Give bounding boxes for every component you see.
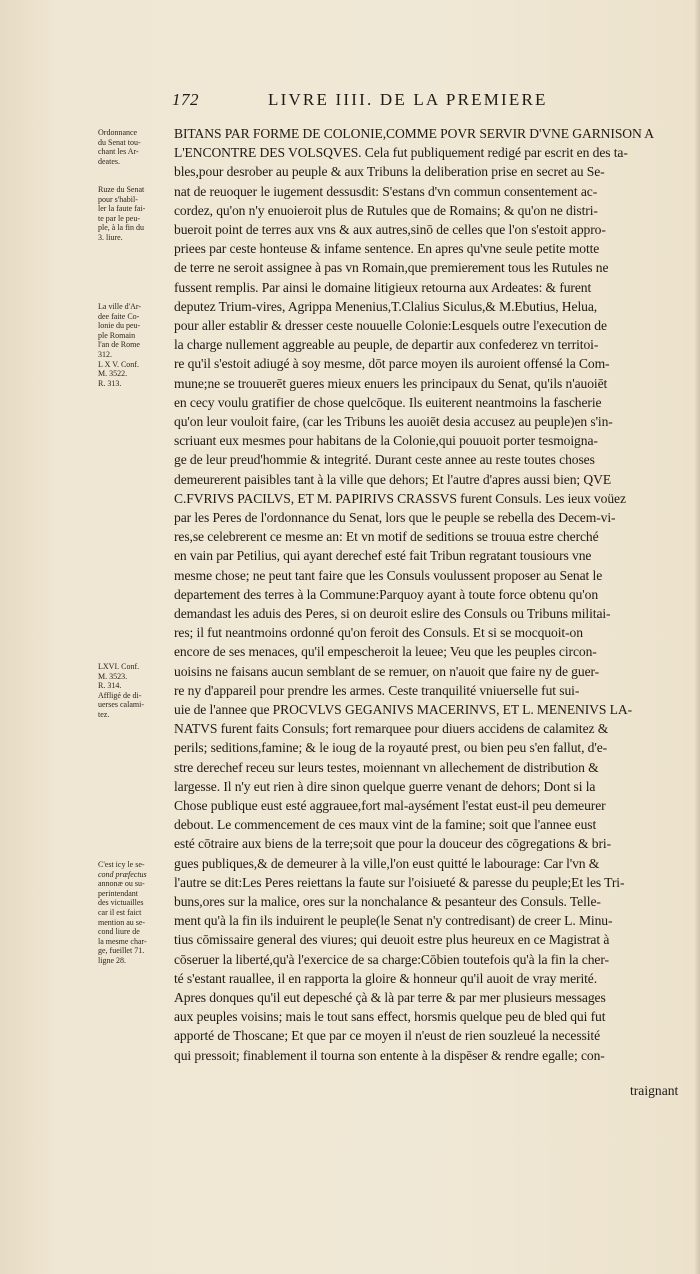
text-line: debout. Le commencement de ces maux vint de la famine; soit que l'annee eust <box>174 817 597 833</box>
text-line: en vain par Petilius, qui ayant derechef esté fait Tribun regratant tousiours vne <box>174 548 592 564</box>
main-text-block <box>174 124 682 1124</box>
margin-note-line: cond præfectus <box>98 869 147 879</box>
catchword: traignant <box>630 1083 679 1098</box>
text-line: L'ENCONTRE DES VOLSQVES. Cela fut publiquement redigé par escrit en des ta- <box>174 145 628 161</box>
margin-note-line: ple Romain <box>98 330 136 340</box>
text-line: mune;ne se trouuerēt gueres mieux enuers les principaux du Senat, qu'ils n'auoiēt <box>174 375 608 391</box>
text-line: C.FVRIVS PACILVS, ET M. PAPIRIVS CRASSVS furent Consuls. Les ieux voüez <box>174 490 626 506</box>
text-line: uoisins ne faisans aucun semblant de se remuer, on n'auoit que faire ny de guer- <box>174 663 600 679</box>
margin-note-line: L X V. Conf. <box>98 359 139 369</box>
page-edge-shadow <box>694 0 700 1274</box>
text-line: pour aller establir & dresser ceste nouuelle Colonie:Lesquels outre l'execution de <box>174 318 607 333</box>
text-line: BITANS PAR FORME DE COLONIE,COMME POVR SERVIR D'VNE GARNISON A <box>174 126 654 141</box>
text-line: aux peuples voisins; mais le tout sans effect, horsmis quelque peu de bled qui fut <box>174 1009 606 1025</box>
margin-note-line: La ville d'Ar- <box>98 302 142 311</box>
text-line: res,se celebrerent ce mesme an: Et vn motif de seditions se trouua estre cherché <box>174 529 599 545</box>
text-line: encore de ses menaces, qu'il empescheroit la leuee; Veu que les peuples circon- <box>174 644 597 660</box>
text-line: de terre ne seroit assignee à pas vn Romain,que premierement tous les Rutules ne <box>174 260 609 276</box>
margin-note-praefectus <box>98 860 172 966</box>
margin-note-line: la mesme char- <box>98 936 147 946</box>
margin-note-line: car il est faict <box>98 907 142 917</box>
text-line: priees par ceste honteuse & infame sentence. En apres qu'vne seule petite motte <box>174 241 600 257</box>
text-line: NATVS furent faits Consuls; fort remarquee pour diuers accidens de calamitez & <box>174 721 609 737</box>
text-line: Chose publique eust esté aggrauee,fort mal-aysément l'estat eust-il peu demeurer <box>174 798 606 813</box>
margin-note-line: ge, fueillet 71. <box>98 946 145 956</box>
running-head: LIVRE IIII. DE LA PREMIERE <box>268 90 548 109</box>
margin-note-line: cond liure de <box>98 927 140 937</box>
margin-note-line: Ordonnance <box>98 128 138 137</box>
margin-note-line: mention au se- <box>98 917 146 927</box>
margin-notes <box>98 128 172 1028</box>
margin-note-line: pour s'habil- <box>98 194 138 204</box>
text-line: esté cōtraire aux biens de la terre;soit que pour la douceur des cōgregations & bri- <box>174 836 612 852</box>
margin-note-line: chant les Ar- <box>98 147 139 157</box>
text-line: qui pressoit; finablement il tourna son entente à la dispēser & rendre egalle; con- <box>174 1047 605 1063</box>
text-line: bueroit point de terres aux vns & aux autres,sinō de celles que l'on s'estoit appro- <box>174 222 606 237</box>
margin-note-line: M. 3523. <box>98 671 128 681</box>
text-line: demeurerent paisibles tant à la ville que dehors; Et l'autre d'apres aussi bien; QVE <box>174 471 612 487</box>
margin-note-line: du Senat tou- <box>98 137 141 147</box>
margin-note-line: 3. liure. <box>98 232 123 242</box>
margin-note-line: tez. <box>98 709 110 719</box>
text-line: bles,pour desrober au peuple & aux Tribuns la deliberation prise en secret au Se- <box>174 164 605 180</box>
text-line: perils; seditions,famine; & le ioug de la royauté prest, ou bien peu s'en fallut, d'e- <box>174 740 608 756</box>
page-number: 172 <box>172 90 199 109</box>
margin-note-ardee <box>98 302 172 388</box>
text-line: cōseruer la liberté,qu'à l'exercice de sa charge:Cōbien toutefois qu'à la fin la cher- <box>174 951 609 967</box>
text-line: buns,ores sur la malice, ores sur la nonchalance & pesanteur des Consuls. Telle- <box>174 894 601 909</box>
text-line: tius cōmissaire general des viures; qui deuoit estre plus heureux en ce Magistrat à <box>174 932 610 948</box>
margin-note-line: M. 3522. <box>98 369 128 379</box>
margin-note-ordonnance <box>98 128 172 166</box>
margin-note-line: ler la faute fai- <box>98 204 146 214</box>
text-line: res; il fut neantmoins ordonné qu'on feroit des Consuls. Et si se mocquoit-on <box>174 625 583 641</box>
margin-note-line: perintendant <box>98 888 138 898</box>
margin-note-line: ligne 28. <box>98 955 126 965</box>
text-line: Apres donques qu'il eut depesché çà & là par terre & par mer plusieurs messages <box>174 990 606 1005</box>
text-line: par les Peres de l'ordonnance du Senat, lors que le peuple se rebella des Decem-vi- <box>174 510 616 525</box>
text-line: demandast les aduis des Peres, si on deuroit eslire des Consuls ou Tribuns militai- <box>174 606 611 621</box>
margin-note-line: ple, à la fin du <box>98 223 144 233</box>
margin-note-line: LXVI. Conf. <box>98 662 140 671</box>
text-line: en cecy voulu gratifier de chose quelcōque. Ils euiterent neantmoins la fascherie <box>174 394 602 410</box>
margin-note-line: dee faite Co- <box>98 311 140 321</box>
margin-note-line: 312. <box>98 349 112 359</box>
page-header <box>172 90 677 112</box>
margin-note-line: Affligé de di- <box>98 690 142 700</box>
text-line: re ny d'appareil pour prendre les armes. Ceste tranquilité vniuerselle fut sui- <box>174 682 580 698</box>
margin-note-line: uerses calami- <box>98 700 144 710</box>
margin-note-line: l'an de Rome <box>98 340 140 350</box>
text-line: l'autre se dit:Les Peres reiettans la faute sur l'oisiueté & paresse du peuple;Et les Tri- <box>174 874 625 890</box>
text-line: ment qu'à la fin ils induirent le peuple(le Senat n'y contredisant) de creer L. Minu- <box>174 913 613 929</box>
margin-note-line: deates. <box>98 156 120 166</box>
margin-note-line: R. 314. <box>98 681 122 691</box>
text-line: apporté de Thoscane; Et que par ce moyen il n'eust de rien souzleué la necessité <box>174 1028 601 1044</box>
margin-note-line: R. 313. <box>98 378 122 388</box>
margin-note-line: lonie du peu- <box>98 321 141 331</box>
text-line: deputez Trium-vires, Agrippa Menenius,T.Clalius Siculus,& M.Ebutius, Helua, <box>174 298 598 314</box>
margin-note-ruze <box>98 185 172 243</box>
text-line: gues publiques,& de demeurer à la ville,l'on eust quitté le labourage: Car l'vn & <box>174 855 600 871</box>
text-line: uie de l'annee que PROCVLVS GEGANIVS MACERINVS, ET L. MENENIVS LA- <box>174 702 633 717</box>
text-line: qu'on leur vouloit faire, (car les Tribuns les auoiēt desia accusez au peuple)en s'in- <box>174 414 613 429</box>
text-line: nat de reuoquer le iugement dessusdit: S'estans d'vn commun consentement ac- <box>174 183 598 199</box>
margin-note-line: C'est icy le se- <box>98 860 145 869</box>
text-line: stre derechef receu sur leurs testes, moiennant vn allechement de distribution & <box>174 759 599 775</box>
text-line: scriuant eux mesmes pour habitans de la Colonie,qui pouuoit porter tesmoigna- <box>174 433 598 449</box>
margin-note-line: te par le peu- <box>98 213 140 223</box>
margin-note-line: des victuailles <box>98 898 144 908</box>
text-line: la charge nullement aggreable au peuple, de departir aux confederez vn territoi- <box>174 337 599 353</box>
text-line: largesse. Il n'y eut rien à dire sinon quelque guerre venant de dehors; Dont si la <box>174 778 596 794</box>
margin-note-line: Ruze du Senat <box>98 185 145 194</box>
margin-note-line: annonæ ou su- <box>98 879 145 889</box>
text-line: fussent remplis. Par ainsi le domaine litigieux retourna aux Ardeates: & furent <box>174 279 592 295</box>
text-line: ge de leur preud'hommie & integrité. Durant ceste annee au reste toutes choses <box>174 452 595 468</box>
text-line: cordez, qu'on n'y enuoieroit plus de Rutules que de Romains; & qu'on ne distri- <box>174 202 598 218</box>
text-line: re qu'il s'estoit adiugé à soy mesme, dōt parce moyen ils auroient offensé la Com- <box>174 356 610 372</box>
text-line: departement des terres à la Commune:Parquoy ayant à toute force obtenu qu'on <box>174 586 599 602</box>
margin-note-lxvi-conf <box>98 662 172 720</box>
text-line: té s'estant rauallee, il en rapporta la gloire & honneur qu'il auoit de vray merité. <box>174 970 598 986</box>
text-line: mesme chose; ne peut tant faire que les Consuls voulussent proposer au Senat le <box>174 567 603 583</box>
